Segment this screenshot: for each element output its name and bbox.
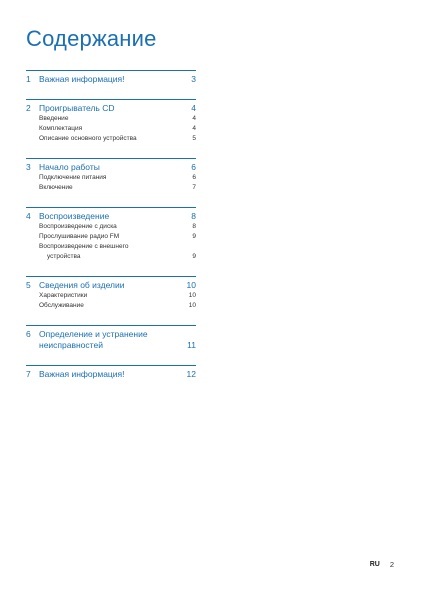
entry-title: Подключение питания	[39, 174, 107, 181]
entry-page-number: 9	[192, 253, 196, 260]
section-page-number: 6	[191, 162, 196, 172]
toc-entry[interactable]	[26, 252, 196, 262]
toc-section-heading[interactable]	[26, 74, 196, 85]
entry-title: устройства	[47, 253, 81, 260]
toc-section	[26, 207, 196, 262]
entry-title: Характеристики	[39, 292, 88, 299]
section-page-number: 3	[191, 74, 196, 84]
section-number: 1	[26, 74, 31, 84]
entry-page-number: 7	[192, 184, 196, 191]
entry-title: Описание основного устройства	[39, 135, 137, 142]
toc-entry[interactable]	[26, 222, 196, 232]
toc-entry[interactable]	[26, 232, 196, 242]
language-code: RU	[369, 561, 380, 568]
entry-title: Воспроизведение с внешнего	[39, 243, 129, 250]
page-title: Содержание	[26, 26, 157, 51]
entry-title: Воспроизведение с диска	[39, 223, 117, 230]
toc-section-heading[interactable]	[26, 103, 196, 114]
toc-section-heading[interactable]	[26, 162, 196, 173]
section-page-number: 12	[186, 369, 196, 379]
toc-section	[26, 365, 196, 380]
section-number: 5	[26, 280, 31, 290]
toc-entry[interactable]	[26, 301, 196, 311]
section-page-number: 4	[191, 103, 196, 113]
section-number: 7	[26, 369, 31, 379]
toc-section	[26, 99, 196, 144]
entry-title: Введение	[39, 115, 69, 122]
section-title: Важная информация!	[39, 74, 125, 84]
section-page-number: 10	[186, 280, 196, 290]
entry-title: Обслуживание	[39, 302, 84, 309]
entry-title: Включение	[39, 184, 73, 191]
entry-title: Прослушивание радио FM	[39, 233, 120, 240]
toc-section-heading[interactable]	[26, 211, 196, 222]
section-title: Сведения об изделии	[39, 280, 125, 290]
page-footer	[370, 560, 394, 569]
toc-section-heading[interactable]	[26, 369, 196, 380]
toc-section	[26, 158, 196, 193]
section-title: Начало работы	[39, 162, 100, 172]
toc-entry[interactable]	[26, 114, 196, 124]
toc-entry[interactable]	[26, 173, 196, 183]
toc-section	[26, 276, 196, 311]
toc-section-heading[interactable]	[26, 329, 196, 351]
section-title: Важная информация!	[39, 369, 125, 379]
toc-entry[interactable]	[26, 242, 196, 252]
toc-section-heading[interactable]	[26, 280, 196, 291]
section-number: 4	[26, 211, 31, 221]
table-of-contents	[26, 70, 196, 394]
section-title: Воспроизведение	[39, 211, 110, 221]
section-number: 3	[26, 162, 31, 172]
section-number: 2	[26, 103, 31, 113]
toc-entry[interactable]	[26, 183, 196, 193]
entry-page-number: 10	[188, 302, 196, 309]
section-page-number: 8	[191, 211, 196, 221]
entry-page-number: 5	[192, 135, 196, 142]
entry-page-number: 8	[192, 223, 196, 230]
entry-title: Комплектация	[39, 125, 83, 132]
entry-page-number: 9	[192, 233, 196, 240]
toc-section	[26, 70, 196, 85]
toc-entry[interactable]	[26, 134, 196, 144]
section-page-number: 11	[187, 340, 196, 350]
page-number: 2	[389, 560, 394, 569]
entry-page-number: 10	[188, 292, 196, 299]
section-title: Проигрыватель CD	[39, 103, 115, 113]
toc-entry[interactable]	[26, 124, 196, 134]
toc-section	[26, 325, 196, 351]
toc-entry[interactable]	[26, 291, 196, 301]
section-title: Определение и устранение неисправностей	[39, 329, 148, 350]
entry-page-number: 6	[192, 174, 196, 181]
section-number: 6	[26, 329, 31, 339]
entry-page-number: 4	[192, 125, 196, 132]
entry-page-number: 4	[192, 115, 196, 122]
